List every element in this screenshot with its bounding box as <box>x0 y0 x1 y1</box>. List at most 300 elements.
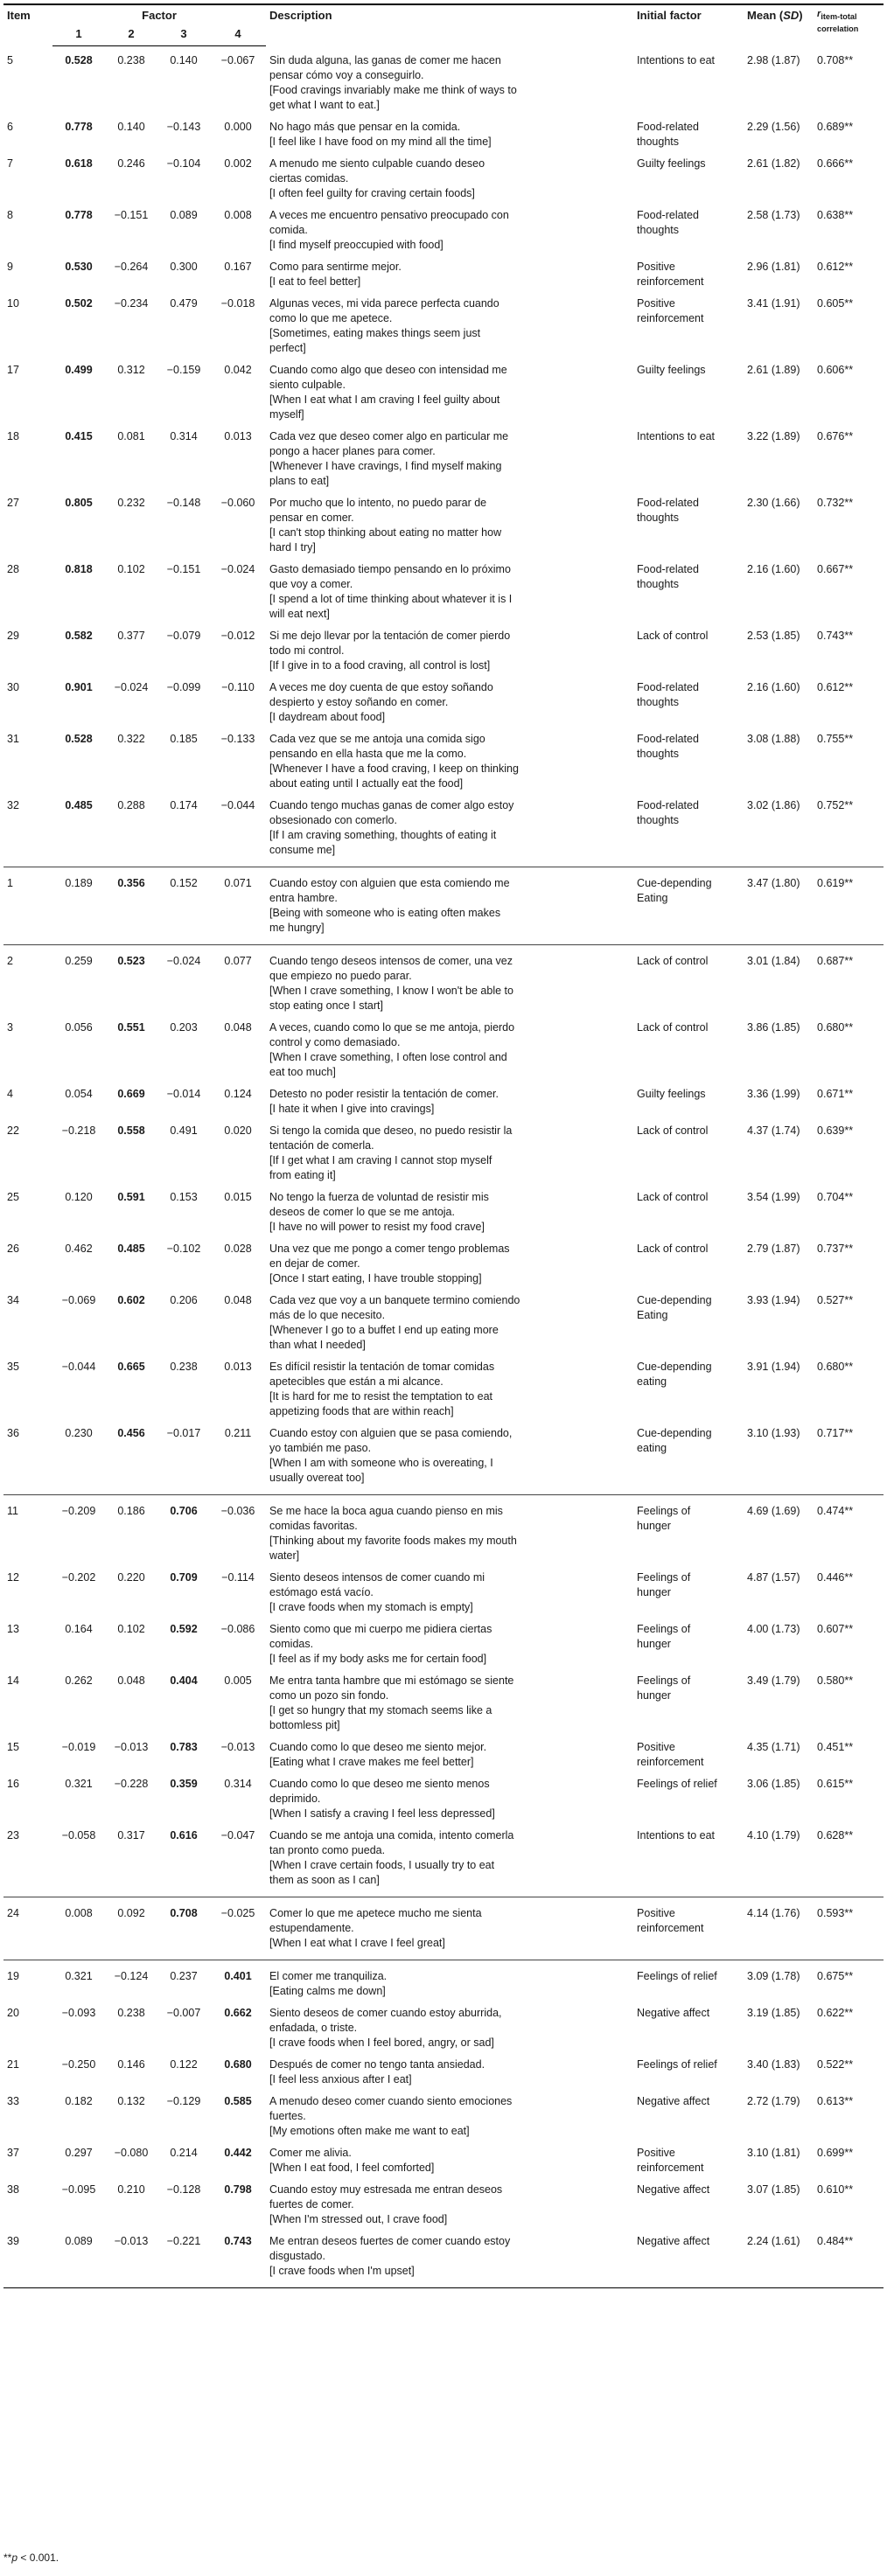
mean-sd: 3.19 (1.85) <box>747 2006 800 2019</box>
factor-1-loading: 0.056 <box>65 1020 93 1034</box>
factor-2-loading: −0.124 <box>105 1960 157 1999</box>
description-english-line: [I can't stop thinking about eating no matter how <box>269 526 502 539</box>
factor-4-loading: −0.013 <box>220 1740 255 1753</box>
factor-1-loading: 0.528 <box>65 54 93 66</box>
initial-factor <box>633 1353 744 1419</box>
item-number: 31 <box>7 732 19 745</box>
description-spanish-line: siento culpable. <box>269 378 346 391</box>
description-spanish-line: Siento deseos intensos de comer cuando mi <box>269 1570 485 1584</box>
factor-2-loading: 0.523 <box>105 944 157 1013</box>
item-number: 35 <box>7 1360 19 1373</box>
item-total-correlation: 0.628** <box>817 1828 854 1841</box>
factor-2-loading: 0.132 <box>117 2094 145 2107</box>
factor-3-loading: −0.007 <box>166 2006 201 2019</box>
table-row <box>3 1733 884 1770</box>
item-number: 28 <box>7 562 19 575</box>
initial-factor-line: Lack of control <box>637 1242 709 1255</box>
factor-3-loading: 0.237 <box>157 1960 210 1999</box>
factor-3-loading: −0.151 <box>166 562 201 575</box>
table-row <box>3 46 884 113</box>
description-spanish-line: yo también me paso. <box>269 1441 372 1454</box>
initial-factor-line: Feelings of <box>637 1622 691 1635</box>
item-number: 5 <box>7 53 13 66</box>
initial-factor <box>633 1117 744 1183</box>
factor-4-loading: 0.743 <box>210 2227 266 2288</box>
initial-factor-line: Lack of control <box>637 954 709 967</box>
factor-1-loading: 0.230 <box>65 1426 93 1439</box>
table-row <box>3 289 884 356</box>
factor-1-loading: 0.502 <box>65 296 93 310</box>
mean-sd: 3.22 (1.89) <box>747 429 800 442</box>
factor-3-loading: 0.140 <box>170 54 198 66</box>
description-english-line: eat too much] <box>269 1065 336 1078</box>
description-spanish-line: Cuando como algo que deseo con intensidad me <box>269 363 507 376</box>
description-english-line: myself] <box>269 407 304 421</box>
item-total-correlation: 0.689** <box>817 120 854 133</box>
table-row <box>3 725 884 791</box>
item-description <box>266 1897 633 1960</box>
description-spanish-line: en dejar de comer. <box>269 1257 360 1270</box>
factor-3-loading: 0.709 <box>170 1570 198 1584</box>
mean-sd: 2.16 (1.60) <box>747 680 800 693</box>
description-spanish-line: despierto y estoy soñando en comer. <box>269 695 449 708</box>
item-description <box>266 2139 633 2176</box>
item-number: 21 <box>7 2057 19 2071</box>
item-total-correlation: 0.671** <box>817 1087 854 1100</box>
mean-sd: 3.40 (1.83) <box>747 2057 800 2071</box>
initial-factor-line: Feelings of relief <box>637 1969 717 1982</box>
description-spanish-line: pongo a hacer planes para comer. <box>269 444 436 457</box>
description-english-line: [If I am craving something, thoughts of eating it <box>269 828 497 841</box>
initial-factor <box>633 673 744 725</box>
description-spanish-line: pensar cómo voy a conseguirlo. <box>269 68 424 81</box>
initial-factor-line: Positive <box>637 1906 675 1919</box>
item-number: 38 <box>7 2183 19 2196</box>
factor-2-loading: −0.024 <box>114 680 149 693</box>
table-row <box>3 253 884 289</box>
description-english-line: [When I crave certain foods, I usually try to eat <box>269 1858 495 1871</box>
factor-2-loading: 0.322 <box>117 732 145 745</box>
table-row <box>3 201 884 253</box>
factor-1-loading: 0.415 <box>65 429 93 442</box>
item-number: 29 <box>7 629 19 642</box>
initial-factor-line: Guilty feelings <box>637 157 706 170</box>
mean-sd: 4.14 (1.76) <box>744 1897 814 1960</box>
factor-3-loading: 0.185 <box>170 732 198 745</box>
initial-factor-line: thoughts <box>637 747 680 760</box>
factor-4-loading: −0.018 <box>220 296 255 310</box>
mean-sd: 2.16 (1.60) <box>747 562 800 575</box>
factor-2-loading: −0.264 <box>114 260 149 273</box>
factor-3-loading: −0.102 <box>166 1242 201 1255</box>
factor-1-loading: 0.297 <box>65 2146 93 2159</box>
initial-factor <box>633 1667 744 1733</box>
mean-sd: 3.06 (1.85) <box>747 1777 800 1790</box>
description-spanish-line: Comer lo que me apetece mucho me sienta <box>269 1906 482 1919</box>
factor-3-loading: 0.404 <box>170 1674 198 1687</box>
item-description <box>266 725 633 791</box>
description-spanish-line: Cuando tengo deseos intensos de comer, una vez <box>269 954 513 967</box>
factor-1-loading: 0.818 <box>65 562 93 575</box>
table-body <box>3 46 884 2288</box>
description-english-line: [I crave foods when my stomach is empty] <box>269 1600 473 1613</box>
initial-factor-line: Feelings of relief <box>637 1777 717 1790</box>
factor-1-loading: 0.164 <box>65 1622 93 1635</box>
initial-factor-line: Food-related <box>637 798 699 811</box>
item-description <box>266 1999 633 2050</box>
factor-1-loading: −0.250 <box>61 2057 96 2071</box>
col-header-initial-factor: Initial factor <box>633 4 744 46</box>
description-spanish-line: Detesto no poder resistir la tentación de comer. <box>269 1087 499 1100</box>
description-spanish-line: deprimido. <box>269 1792 321 1805</box>
description-spanish-line: Si tengo la comida que deseo, no puedo resistir la <box>269 1124 513 1137</box>
description-english-line: [When I am with someone who is overeating, I <box>269 1456 493 1469</box>
description-spanish-line: comidas. <box>269 1637 314 1650</box>
factor-4-loading: 0.071 <box>210 867 266 944</box>
initial-factor-line: Lack of control <box>637 629 709 642</box>
description-english-line: appetizing foods that are within reach] <box>269 1404 454 1417</box>
factor-1-loading: 0.778 <box>65 208 93 221</box>
initial-factor-line: Eating <box>637 891 668 904</box>
initial-factor-line: Cue-depending <box>637 1360 712 1373</box>
description-spanish-line: Una vez que me pongo a comer tengo problemas <box>269 1242 510 1255</box>
item-total-correlation: 0.687** <box>814 944 884 1013</box>
sd-label: SD <box>783 9 800 22</box>
description-spanish-line: control y como demasiado. <box>269 1035 401 1048</box>
description-spanish-line: tentación de comerla. <box>269 1138 374 1152</box>
description-english-line: [Whenever I have cravings, I find myself making <box>269 459 502 472</box>
description-spanish-line: Siento deseos de comer cuando estoy aburrida, <box>269 2006 502 2019</box>
description-english-line: hard I try] <box>269 540 316 553</box>
col-header-mean: Mean (SD) <box>744 4 814 46</box>
factor-2-loading: 0.485 <box>117 1242 145 1255</box>
description-spanish-line: Es difícil resistir la tentación de tomar comidas <box>269 1360 495 1373</box>
table-row <box>3 791 884 867</box>
factor-1-loading: 0.054 <box>65 1087 93 1100</box>
table-row <box>3 944 884 1013</box>
initial-factor-line: eating <box>637 1375 667 1388</box>
description-spanish-line: Cuando se me antoja una comida, intento comerla <box>269 1828 514 1841</box>
item-number: 19 <box>3 1960 52 1999</box>
initial-factor-line: Positive <box>637 296 675 310</box>
table-row <box>3 867 884 944</box>
factor-3-loading: −0.104 <box>166 157 201 170</box>
factor-4-loading: 0.048 <box>224 1293 252 1306</box>
item-number: 33 <box>7 2094 19 2107</box>
factor-2-loading: 0.317 <box>117 1828 145 1841</box>
mean-sd: 2.98 (1.87) <box>747 53 800 66</box>
factor-4-loading: −0.067 <box>220 54 255 66</box>
factor-3-loading: 0.359 <box>170 1777 198 1790</box>
factor-2-header: 2 <box>105 24 157 46</box>
description-spanish-line: Si me dejo llevar por la tentación de comer pierdo <box>269 629 511 642</box>
factor-3-loading: 0.206 <box>170 1293 198 1306</box>
item-number: 3 <box>7 1020 13 1034</box>
description-english-line: [I feel as if my body asks me for certain food] <box>269 1652 487 1665</box>
factor-4-loading: 0.042 <box>224 363 252 376</box>
item-description <box>266 1419 633 1495</box>
item-total-correlation: 0.666** <box>817 157 854 170</box>
description-english-line: [When I eat food, I feel comforted] <box>269 2161 435 2174</box>
description-english-line: [Whenever I go to a buffet I end up eating more <box>269 1323 499 1336</box>
description-spanish-line: Cada vez que voy a un banquete termino comiendo <box>269 1293 520 1306</box>
factor-3-loading: 0.314 <box>170 429 198 442</box>
mean-sd: 2.79 (1.87) <box>747 1242 800 1255</box>
initial-factor <box>633 356 744 422</box>
description-spanish-line: pensar en comer. <box>269 511 354 524</box>
description-spanish-line: tan pronto como pueda. <box>269 1843 386 1856</box>
description-spanish-line: Cada vez que se me antoja una comida sigo <box>269 732 485 745</box>
factor-2-loading: 0.377 <box>117 629 145 642</box>
description-english-line: [Food cravings invariably make me think of ways to <box>269 83 517 96</box>
description-english-line: [When I satisfy a craving I feel less depressed] <box>269 1807 495 1820</box>
item-number: 12 <box>7 1570 19 1584</box>
description-spanish-line: A menudo deseo comer cuando siento emociones <box>269 2094 513 2107</box>
description-spanish-line: entra hambre. <box>269 891 338 904</box>
initial-factor-line: thoughts <box>637 511 680 524</box>
item-description <box>266 2050 633 2087</box>
description-english-line: usually overeat too] <box>269 1471 365 1484</box>
factor-4-loading: 0.002 <box>224 157 252 170</box>
table-row <box>3 1960 884 1999</box>
mean-sd: 3.10 (1.93) <box>747 1426 800 1439</box>
description-spanish-line: Me entra tanta hambre que mi estómago se siente <box>269 1674 514 1687</box>
description-english-line: them as soon as I can] <box>269 1873 380 1886</box>
item-description <box>266 1563 633 1615</box>
mean-sd: 3.10 (1.81) <box>747 2146 800 2159</box>
item-description <box>266 1667 633 1733</box>
description-english-line: [My emotions often make me want to eat] <box>269 2124 470 2137</box>
description-english-line: [Thinking about my favorite foods makes my mouth <box>269 1534 517 1547</box>
item-number: 4 <box>7 1087 13 1100</box>
factor-2-loading: −0.234 <box>114 296 149 310</box>
description-english-line: [I eat to feel better] <box>269 275 361 288</box>
factor-3-loading: 0.152 <box>157 867 210 944</box>
initial-factor-line: Positive <box>637 2146 675 2159</box>
factor-3-header: 3 <box>157 24 210 46</box>
description-spanish-line: Como para sentirme mejor. <box>269 260 402 273</box>
factor-4-loading: −0.024 <box>220 562 255 575</box>
item-total-correlation: 0.639** <box>817 1124 854 1137</box>
initial-factor <box>633 1615 744 1667</box>
col-header-factor: Factor <box>52 4 266 24</box>
factor-3-loading: 0.203 <box>170 1020 198 1034</box>
item-number: 10 <box>7 296 19 310</box>
description-spanish-line: Sin duda alguna, las ganas de comer me hacen <box>269 53 501 66</box>
factor-1-loading: 0.259 <box>52 944 105 1013</box>
initial-factor-line: Cue-depending <box>637 1293 712 1306</box>
table-row <box>3 150 884 201</box>
item-number: 8 <box>7 208 13 221</box>
factor-1-loading: 0.321 <box>65 1777 93 1790</box>
factor-1-loading: −0.058 <box>61 1828 96 1841</box>
initial-factor <box>633 1563 744 1615</box>
description-english-line: will eat next] <box>269 607 330 620</box>
item-total-correlation: 0.732** <box>817 496 854 509</box>
initial-factor <box>633 1013 744 1080</box>
initial-factor-line: Food-related <box>637 120 699 133</box>
description-english-line: [Sometimes, eating makes things seem just <box>269 326 481 339</box>
item-total-correlation: 0.755** <box>817 732 854 745</box>
factor-1-loading: −0.202 <box>61 1570 96 1584</box>
initial-factor <box>633 1960 744 1999</box>
mean-sd: 2.96 (1.81) <box>747 260 800 273</box>
factor-3-loading: −0.221 <box>157 2227 210 2288</box>
factor-1-loading: 0.008 <box>52 1897 105 1960</box>
description-spanish-line: A veces me encuentro pensativo preocupado con <box>269 208 509 221</box>
factor-3-loading: −0.017 <box>166 1426 201 1439</box>
description-spanish-line: fuertes. <box>269 2109 306 2122</box>
item-total-correlation: 0.580** <box>817 1674 854 1687</box>
item-total-correlation: 0.708** <box>817 53 854 66</box>
initial-factor-line: Negative affect <box>637 2006 710 2019</box>
item-total-correlation: 0.622** <box>817 2006 854 2019</box>
factor-3-loading: 0.783 <box>170 1740 198 1753</box>
factor-2-loading: −0.228 <box>114 1777 149 1790</box>
table-row <box>3 1183 884 1235</box>
initial-factor <box>633 1494 744 1563</box>
item-total-correlation: 0.619** <box>814 867 884 944</box>
factor-1-loading: −0.095 <box>61 2183 96 2196</box>
item-number: 20 <box>7 2006 19 2019</box>
initial-factor-line: Food-related <box>637 496 699 509</box>
description-english-line: consume me] <box>269 843 336 856</box>
description-english-line: [I crave foods when I'm upset] <box>269 2264 415 2277</box>
initial-factor-line: Lack of control <box>637 1020 709 1034</box>
initial-factor <box>633 555 744 622</box>
factor-3-loading: −0.143 <box>166 120 201 133</box>
factor-2-loading: 0.456 <box>117 1426 145 1439</box>
factor-4-loading: 0.013 <box>224 1360 252 1373</box>
description-english-line: [I feel less anxious after I eat] <box>269 2072 412 2085</box>
item-total-correlation: 0.704** <box>817 1190 854 1203</box>
initial-factor-line: thoughts <box>637 813 680 826</box>
mean-sd: 4.87 (1.57) <box>747 1570 800 1584</box>
description-english-line: stop eating once I start] <box>269 999 383 1012</box>
description-english-line: me hungry] <box>269 921 325 934</box>
item-description <box>266 1117 633 1183</box>
table-row <box>3 1013 884 1080</box>
factor-1-loading: 0.321 <box>52 1960 105 1999</box>
item-total-correlation: 0.680** <box>817 1360 854 1373</box>
item-description <box>266 1770 633 1821</box>
initial-factor <box>633 1770 744 1821</box>
mean-sd: 4.00 (1.73) <box>747 1622 800 1635</box>
item-total-correlation: 0.737** <box>817 1242 854 1255</box>
item-number: 36 <box>7 1426 19 1439</box>
factor-3-loading: −0.128 <box>166 2183 201 2196</box>
mean-sd: 3.07 (1.85) <box>747 2183 800 2196</box>
item-description <box>266 422 633 489</box>
description-spanish-line: ciertas comidas. <box>269 171 349 184</box>
item-number: 9 <box>7 260 13 273</box>
description-english-line: from eating it] <box>269 1168 336 1181</box>
item-total-correlation: 0.527** <box>817 1293 854 1306</box>
factor-4-loading: −0.047 <box>220 1828 255 1841</box>
factor-1-loading: −0.093 <box>61 2006 96 2019</box>
item-description <box>266 1286 633 1353</box>
table-row <box>3 113 884 150</box>
factor-2-loading: 0.220 <box>117 1570 145 1584</box>
col-header-item: Item <box>3 4 52 46</box>
description-spanish-line: apetecibles que están a mi alcance. <box>269 1375 444 1388</box>
description-spanish-line: Se me hace la boca agua cuando pienso en mis <box>269 1504 503 1517</box>
factor-2-loading: 0.246 <box>117 157 145 170</box>
item-description <box>266 1183 633 1235</box>
initial-factor <box>633 2176 744 2227</box>
initial-factor <box>633 2227 744 2288</box>
table-row <box>3 1999 884 2050</box>
item-total-correlation: 0.717** <box>817 1426 854 1439</box>
factor-2-loading: 0.602 <box>117 1293 145 1306</box>
mean-sd: 3.91 (1.94) <box>747 1360 800 1373</box>
initial-factor <box>633 1999 744 2050</box>
description-spanish-line: Cuando como lo que deseo me siento menos <box>269 1777 490 1790</box>
initial-factor <box>633 1733 744 1770</box>
item-total-correlation: 0.522** <box>817 2057 854 2071</box>
factor-1-loading: 0.089 <box>52 2227 105 2288</box>
initial-factor-line: Cue-depending <box>637 876 712 889</box>
description-spanish-line: A menudo me siento culpable cuando deseo <box>269 157 485 170</box>
item-total-correlation: 0.446** <box>817 1570 854 1584</box>
description-english-line: than what I needed] <box>269 1338 366 1351</box>
factor-4-header: 4 <box>210 24 266 46</box>
table-row <box>3 1615 884 1667</box>
table-footnote <box>3 2552 59 2564</box>
description-spanish-line: No tengo la fuerza de voluntad de resistir mis <box>269 1190 489 1203</box>
factor-1-loading: −0.044 <box>61 1360 96 1373</box>
description-spanish-line: pensando en ella hasta que me la como. <box>269 747 467 760</box>
factor-1-loading: 0.485 <box>65 798 93 811</box>
factor-3-loading: 0.491 <box>170 1124 198 1137</box>
initial-factor-line: Negative affect <box>637 2183 710 2196</box>
factor-4-loading: −0.110 <box>221 680 255 693</box>
item-description <box>266 867 633 944</box>
factor-1-loading: 0.582 <box>65 629 93 642</box>
description-english-line: [I often feel guilty for craving certain foods] <box>269 186 475 199</box>
initial-factor-line: Negative affect <box>637 2094 710 2107</box>
initial-factor <box>633 113 744 150</box>
description-english-line: [When I eat what I crave I feel great] <box>269 1936 445 1949</box>
initial-factor-line: Intentions to eat <box>637 1828 715 1841</box>
item-number: 23 <box>7 1828 19 1841</box>
factor-4-loading: 0.401 <box>210 1960 266 1999</box>
description-spanish-line: como un pozo sin fondo. <box>269 1688 389 1702</box>
description-spanish-line: Cuando estoy muy estresada me entran deseos <box>269 2183 503 2196</box>
description-english-line: [Eating calms me down] <box>269 1984 386 1997</box>
item-description <box>266 1013 633 1080</box>
item-total-correlation: 0.699** <box>817 2146 854 2159</box>
initial-factor <box>633 622 744 673</box>
factor-4-loading: 0.015 <box>224 1190 252 1203</box>
table-row <box>3 1897 884 1960</box>
initial-factor <box>633 1080 744 1117</box>
factor-3-loading: −0.099 <box>166 680 201 693</box>
description-spanish-line: Cuando como lo que deseo me siento mejor. <box>269 1740 487 1753</box>
factor-1-loading: 0.530 <box>65 260 93 273</box>
item-total-correlation: 0.675** <box>814 1960 884 1999</box>
item-number: 14 <box>7 1674 19 1687</box>
description-spanish-line: Algunas veces, mi vida parece perfecta cuando <box>269 296 499 310</box>
initial-factor-line: Positive <box>637 260 675 273</box>
initial-factor <box>633 253 744 289</box>
item-number: 7 <box>7 157 13 170</box>
factor-2-loading: 0.558 <box>117 1124 145 1137</box>
factor-3-loading: 0.708 <box>157 1897 210 1960</box>
item-description <box>266 1615 633 1667</box>
item-total-correlation: 0.612** <box>817 260 854 273</box>
item-number: 16 <box>7 1777 19 1790</box>
